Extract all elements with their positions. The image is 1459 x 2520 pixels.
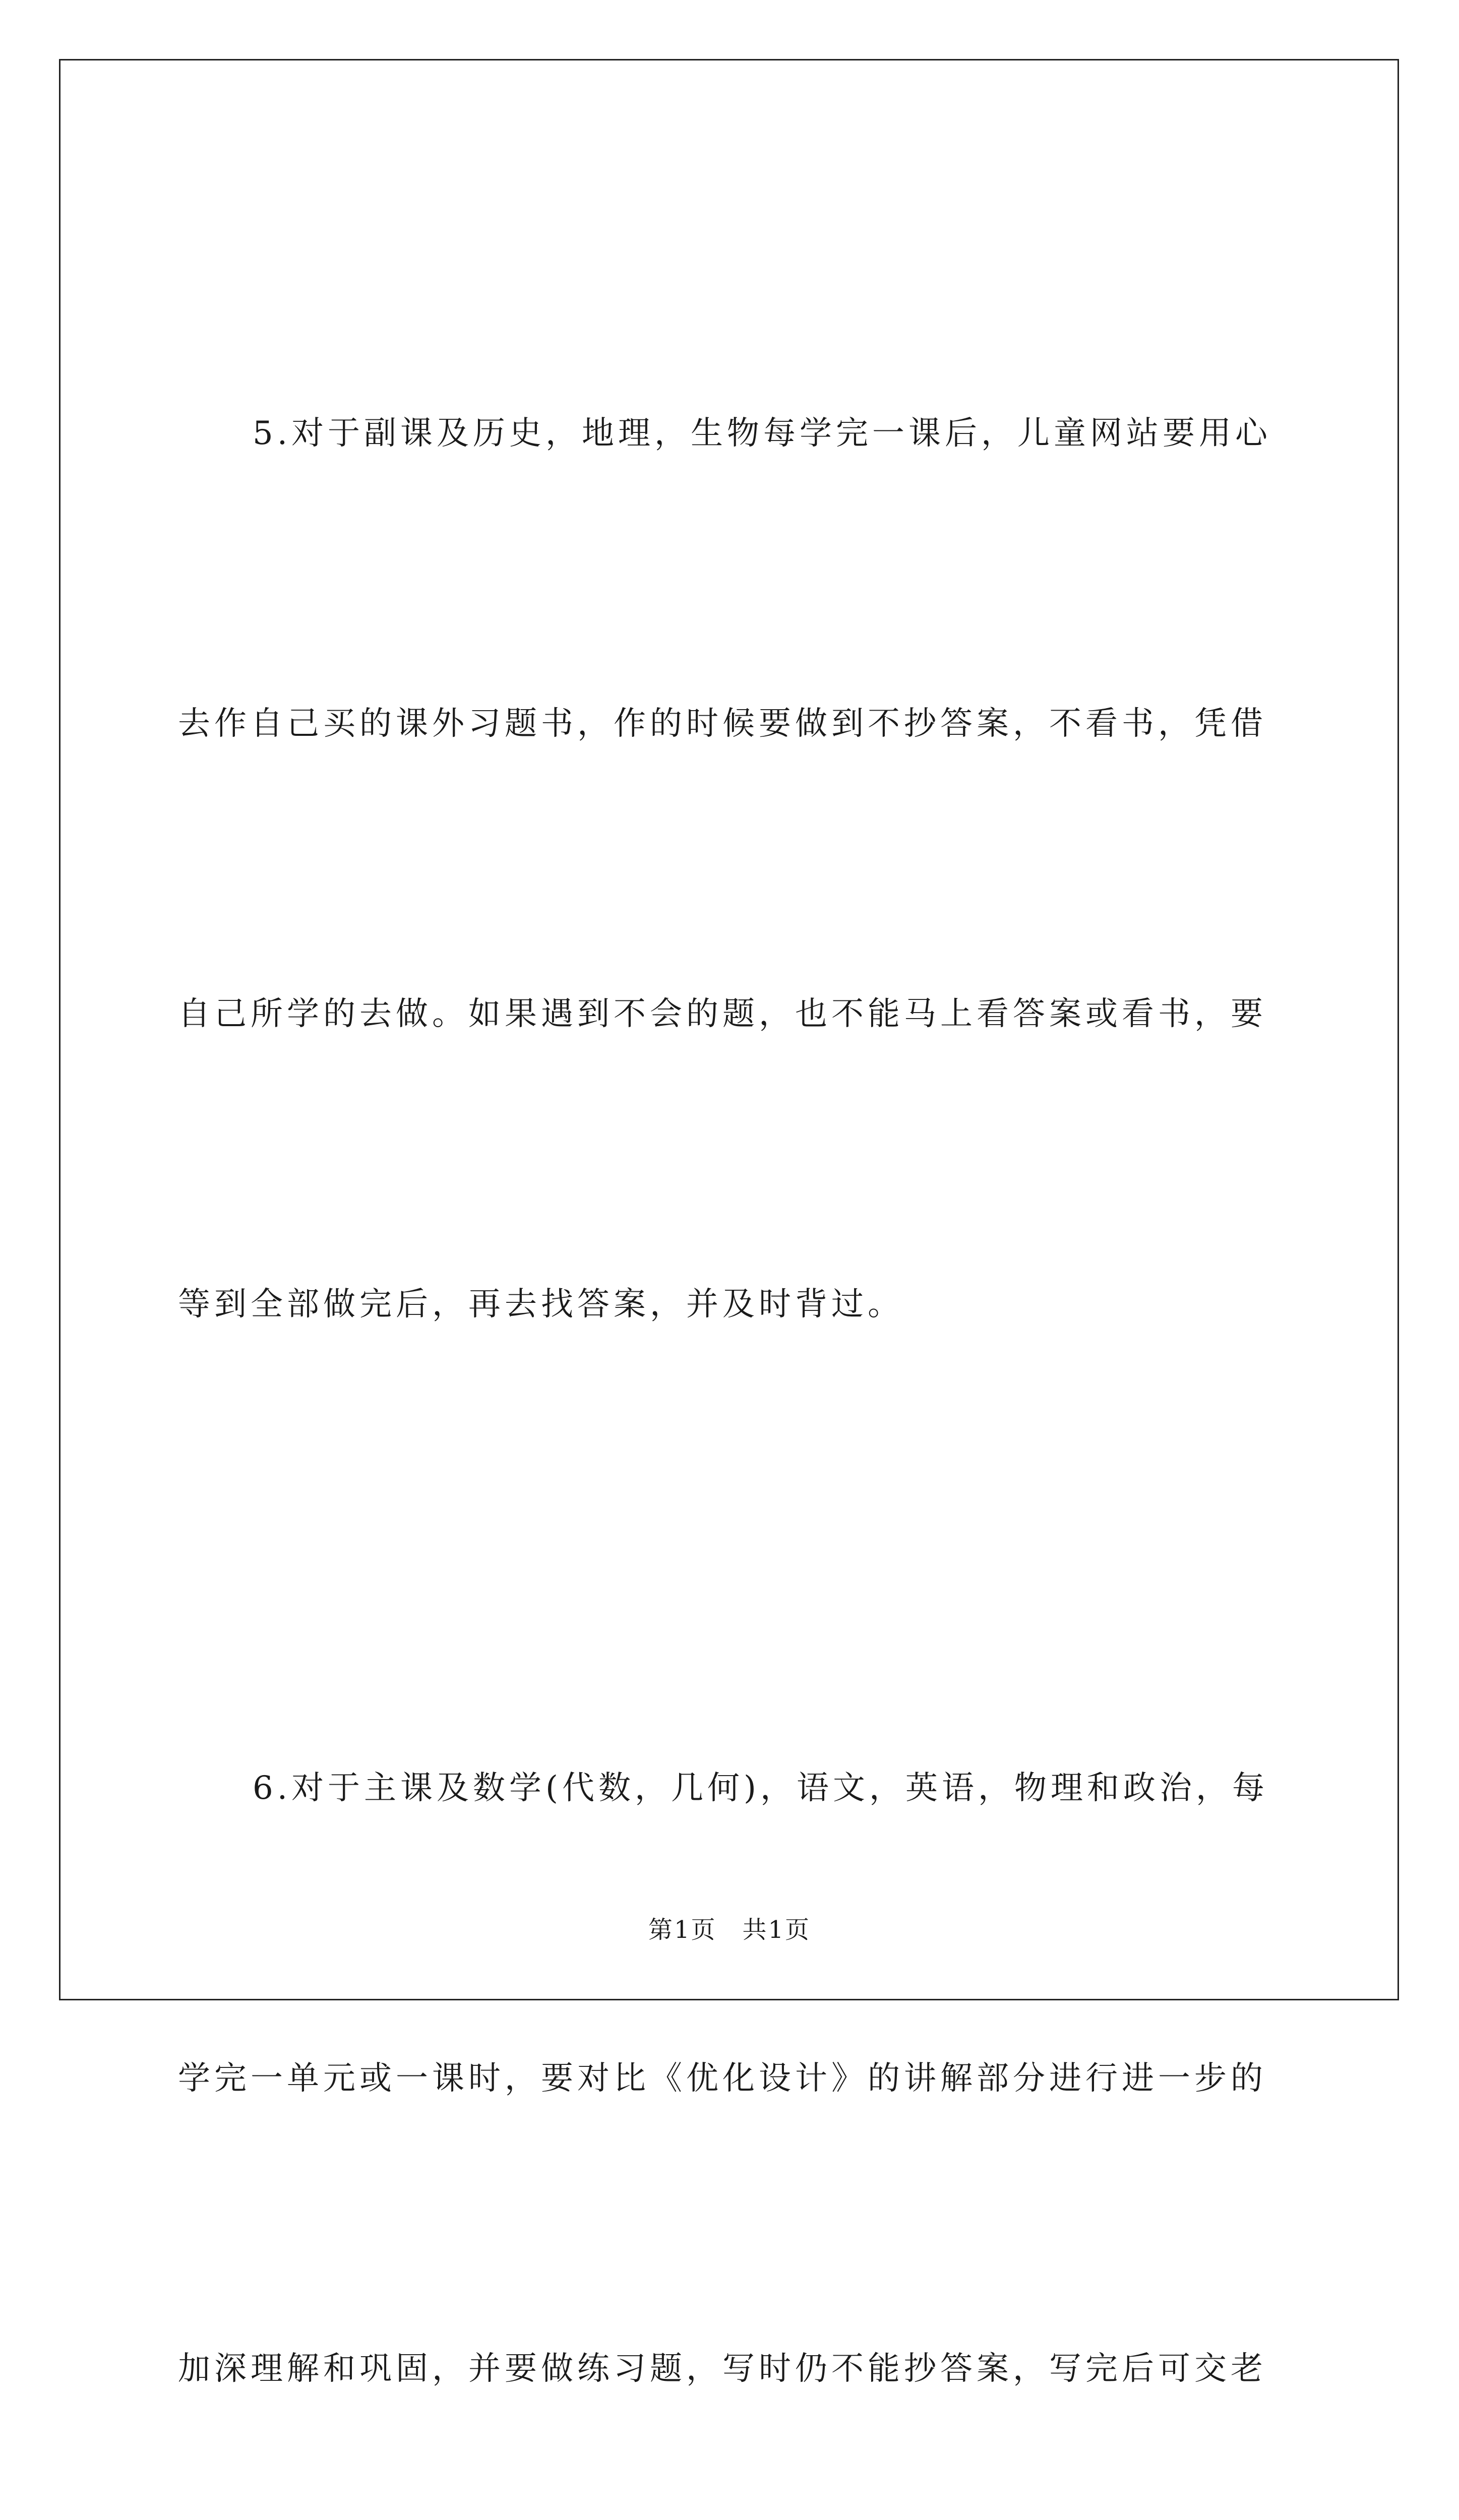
text-line: 5.对于副课及历史，地理，生物每学完一课后，儿童网站要用心 xyxy=(253,415,1272,452)
text-line: 6.对于主课及数学(代数，几何)，语文，英语，物理和政治，每 xyxy=(253,1770,1268,1807)
document-body xyxy=(178,192,1287,2520)
text-line: 等到全部做完后，再去找答案，并及时背过。 xyxy=(178,1286,904,1323)
text-line: 自己所学的去做。如果遇到不会的题，也不能马上看答案或看书，要 xyxy=(178,995,1267,1033)
page-number-footer: 第1页 共1页 xyxy=(648,1916,811,1944)
text-line: 去作自己买的课外习题书，作的时候要做到不抄答案，不看书，凭借 xyxy=(178,705,1267,742)
paragraph-5 xyxy=(178,192,1287,1546)
text-line: 加深理解和巩固，并要做练习题，写时仍不能抄答案，写完后可交老 xyxy=(178,2350,1267,2387)
paragraph-6 xyxy=(178,1546,1287,2520)
text-line: 学完一单元或一课时，要对比《优化设计》的讲解部分进行进一步的 xyxy=(178,2060,1267,2097)
